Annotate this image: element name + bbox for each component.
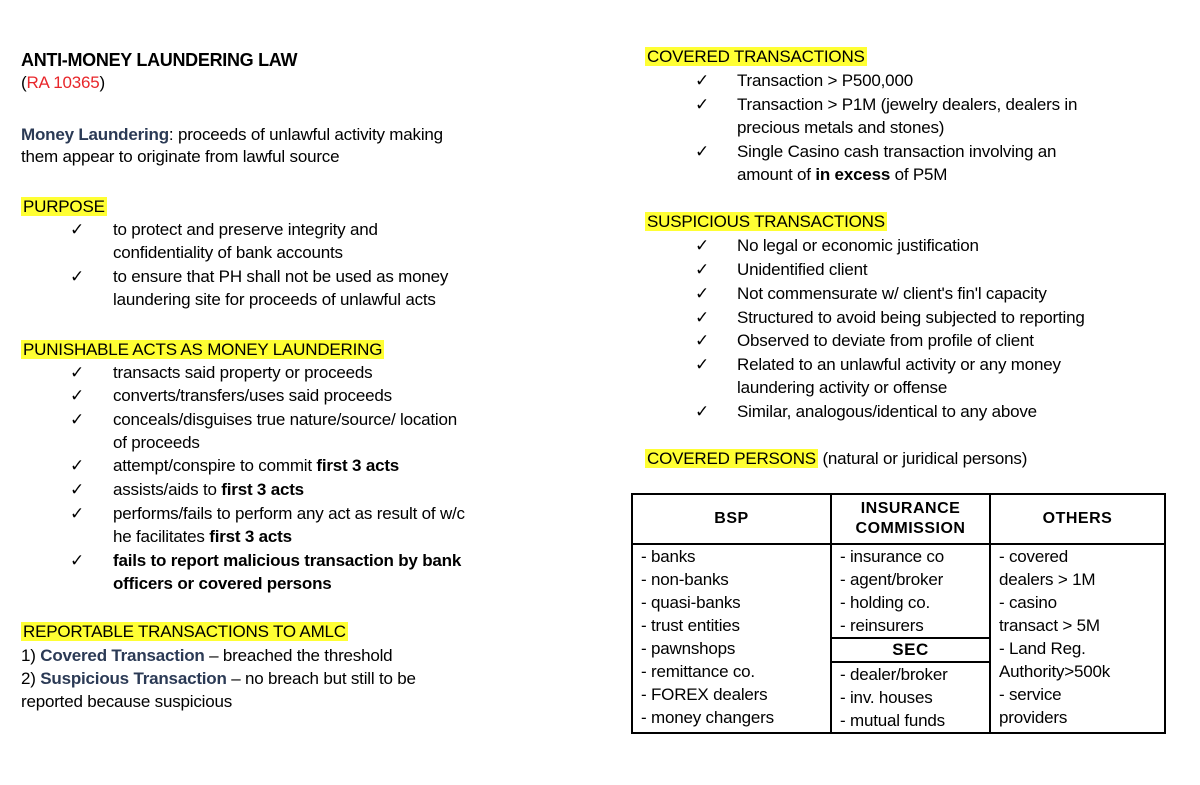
check-icon: ✓ xyxy=(695,355,710,374)
insurance-sec-cell xyxy=(831,544,990,733)
list-item: Transaction > P1M (jewelry dealers, dealers in xyxy=(737,95,1078,114)
column-header-insurance: INSURANCE COMMISSION xyxy=(831,494,990,544)
list-item: Transaction > P500,000 xyxy=(737,71,913,90)
check-icon: ✓ xyxy=(70,410,85,429)
list-item: - pawnshops xyxy=(641,639,736,658)
list-item: to protect and preserve integrity and xyxy=(113,220,378,239)
check-icon: ✓ xyxy=(70,504,85,523)
check-icon: ✓ xyxy=(695,260,710,279)
column-header-bsp: BSP xyxy=(632,494,831,544)
list-item: - quasi-banks xyxy=(641,593,741,612)
ra-reference: (RA 10365) xyxy=(21,73,106,92)
list-item: Single Casino cash transaction involving an xyxy=(737,142,1057,161)
reportable-item-2: 2) Suspicious Transaction – no breach but still to be xyxy=(21,669,416,688)
list-item: - agent/broker xyxy=(840,570,944,589)
list-item: - FOREX dealers xyxy=(641,685,768,704)
check-icon: ✓ xyxy=(695,142,710,161)
list-item: providers xyxy=(999,708,1068,727)
list-item: dealers > 1M xyxy=(999,570,1096,589)
list-item: - banks xyxy=(641,547,696,566)
list-item: Related to an unlawful activity or any money xyxy=(737,355,1061,374)
check-icon: ✓ xyxy=(695,236,710,255)
check-icon: ✓ xyxy=(70,386,85,405)
list-item: attempt/conspire to commit first 3 acts xyxy=(113,456,400,475)
list-item: No legal or economic justification xyxy=(737,236,979,255)
list-item: - mutual funds xyxy=(840,711,945,730)
covered-tx-heading: COVERED TRANSACTIONS xyxy=(647,47,865,66)
check-icon: ✓ xyxy=(70,456,85,475)
list-item: Structured to avoid being subjected to reporting xyxy=(737,308,1085,327)
reportable-heading: REPORTABLE TRANSACTIONS TO AMLC xyxy=(23,622,346,641)
ra-number: RA 10365 xyxy=(26,73,100,92)
check-icon: ✓ xyxy=(70,267,85,286)
check-icon: ✓ xyxy=(695,308,710,327)
list-item: - holding co. xyxy=(840,593,931,612)
bsp-cell xyxy=(632,544,831,733)
check-icon: ✓ xyxy=(695,71,710,90)
list-item: - covered xyxy=(999,547,1069,566)
list-item-cont: of proceeds xyxy=(113,433,200,452)
list-item: Observed to deviate from profile of client xyxy=(737,331,1034,350)
list-item: - casino xyxy=(999,593,1057,612)
list-item: - money changers xyxy=(641,708,774,727)
list-item: - dealer/broker xyxy=(840,665,948,684)
list-item-cont: precious metals and stones) xyxy=(737,118,945,137)
suspicious-tx-heading: SUSPICIOUS TRANSACTIONS xyxy=(647,212,885,231)
covered-persons-table xyxy=(631,493,1166,734)
list-item-cont: officers or covered persons xyxy=(113,574,332,593)
list-item: - trust entities xyxy=(641,616,740,635)
list-item: - reinsurers xyxy=(840,616,924,635)
purpose-heading: PURPOSE xyxy=(23,197,105,216)
list-item: Authority>500k xyxy=(999,662,1111,681)
list-item: - inv. houses xyxy=(840,688,933,707)
punishable-heading: PUNISHABLE ACTS AS MONEY LAUNDERING xyxy=(23,340,383,359)
check-icon: ✓ xyxy=(70,480,85,499)
list-item: performs/fails to perform any act as result of w/c xyxy=(113,504,465,523)
list-item: - Land Reg. xyxy=(999,639,1086,658)
list-item: Not commensurate w/ client's fin'l capacity xyxy=(737,284,1047,303)
reportable-item-1: 1) Covered Transaction – breached the threshold xyxy=(21,646,393,665)
check-icon: ✓ xyxy=(695,402,710,421)
list-item: assists/aids to first 3 acts xyxy=(113,480,304,499)
list-item: - service xyxy=(999,685,1062,704)
list-item-cont: laundering activity or offense xyxy=(737,378,948,397)
list-item: Similar, analogous/identical to any above xyxy=(737,402,1037,421)
others-cell xyxy=(990,544,1165,733)
check-icon: ✓ xyxy=(695,95,710,114)
list-item: - insurance co xyxy=(840,547,944,566)
sec-subheader: SEC xyxy=(832,637,989,663)
list-item-cont: confidentiality of bank accounts xyxy=(113,243,343,262)
list-item: fails to report malicious transaction by bank xyxy=(113,551,462,570)
covered-persons-heading: COVERED PERSONS (natural or juridical persons) xyxy=(647,449,1028,468)
ml-definition: Money Laundering: proceeds of unlawful activity making xyxy=(21,125,443,144)
ml-term: Money Laundering xyxy=(21,125,169,144)
list-item-cont: laundering site for proceeds of unlawful acts xyxy=(113,290,436,309)
ml-definition-line2: them appear to originate from lawful source xyxy=(21,147,340,166)
list-item-cont: amount of in excess of P5M xyxy=(737,165,948,184)
column-header-others: OTHERS xyxy=(990,494,1165,544)
reportable-item-2-cont: reported because suspicious xyxy=(21,692,233,711)
check-icon: ✓ xyxy=(695,331,710,350)
list-item-cont: he facilitates first 3 acts xyxy=(113,527,292,546)
check-icon: ✓ xyxy=(70,551,85,570)
list-item: converts/transfers/uses said proceeds xyxy=(113,386,392,405)
list-item: - remittance co. xyxy=(641,662,755,681)
list-item: - non-banks xyxy=(641,570,729,589)
doc-title: ANTI-MONEY LAUNDERING LAW xyxy=(21,50,298,70)
list-item: conceals/disguises true nature/source/ location xyxy=(113,410,458,429)
list-item: to ensure that PH shall not be used as money xyxy=(113,267,449,286)
list-item: transacts said property or proceeds xyxy=(113,363,373,382)
check-icon: ✓ xyxy=(70,363,85,382)
check-icon: ✓ xyxy=(695,284,710,303)
list-item: Unidentified client xyxy=(737,260,868,279)
check-icon: ✓ xyxy=(70,220,85,239)
list-item: transact > 5M xyxy=(999,616,1100,635)
